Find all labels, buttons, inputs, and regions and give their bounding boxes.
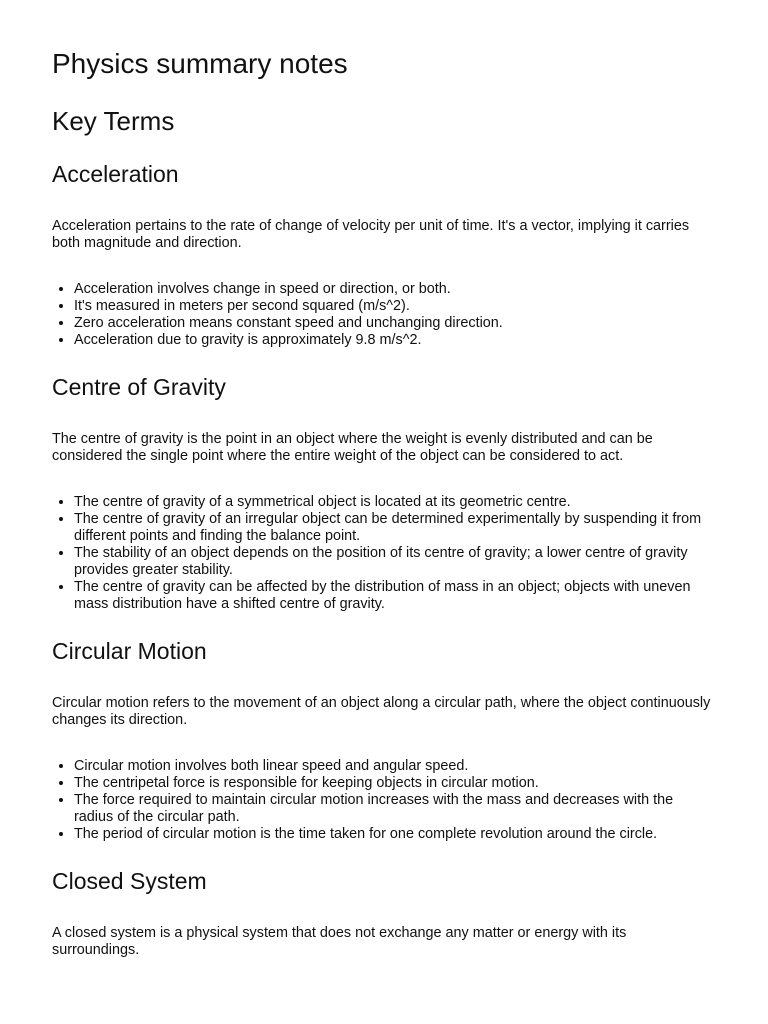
section-heading-acceleration: Acceleration <box>52 161 179 187</box>
list-item: • The period of circular motion is the time taken for one complete revolution around the circle. <box>74 826 716 843</box>
list-item: • The centre of gravity can be affected by the distribution of mass in an object; objects with uneven mass distribution have a shifted centre of gravity. <box>74 579 716 613</box>
key-terms-heading: Key Terms <box>52 106 175 136</box>
list-item: • Zero acceleration means constant speed and unchanging direction. <box>74 315 716 332</box>
list-item: • It's measured in meters per second squared (m/s^2). <box>74 298 716 315</box>
section-heading-centre-of-gravity: Centre of Gravity <box>52 374 226 400</box>
section-paragraph-closed-system: A closed system is a physical system that does not exchange any matter or energy with its surroundings. <box>52 925 627 958</box>
list-item: • Acceleration due to gravity is approximately 9.8 m/s^2. <box>74 332 716 349</box>
section-heading-circular-motion: Circular Motion <box>52 638 207 664</box>
list-item: • The force required to maintain circular motion increases with the mass and decreases with the radius of the circular path. <box>74 792 716 826</box>
list-item: • Circular motion involves both linear speed and angular speed. <box>74 758 716 775</box>
bullet-list-acceleration <box>52 281 716 349</box>
list-item: • The centripetal force is responsible for keeping objects in circular motion. <box>74 775 716 792</box>
bullet-list-centre-of-gravity <box>52 494 716 613</box>
bullet-list-circular-motion <box>52 758 716 843</box>
section-paragraph-circular-motion: Circular motion refers to the movement of an object along a circular path, where the object continuously changes its direction. <box>52 695 711 728</box>
list-item: • The centre of gravity of a symmetrical object is located at its geometric centre. <box>74 494 716 511</box>
list-item: • Acceleration involves change in speed or direction, or both. <box>74 281 716 298</box>
list-item: • The stability of an object depends on the position of its centre of gravity; a lower centre of gravity provides greater stability. <box>74 545 716 579</box>
list-item: • The centre of gravity of an irregular object can be determined experimentally by suspending it from different points and finding the balance point. <box>74 511 716 545</box>
page-title: Physics summary notes <box>52 48 348 79</box>
section-heading-closed-system: Closed System <box>52 868 207 894</box>
section-paragraph-centre-of-gravity: The centre of gravity is the point in an object where the weight is evenly distributed and can be considered the single point where the entire weight of the object can be considered to act. <box>52 431 653 464</box>
section-paragraph-acceleration: Acceleration pertains to the rate of change of velocity per unit of time. It's a vector, implying it carries both magnitude and direction. <box>52 218 690 251</box>
